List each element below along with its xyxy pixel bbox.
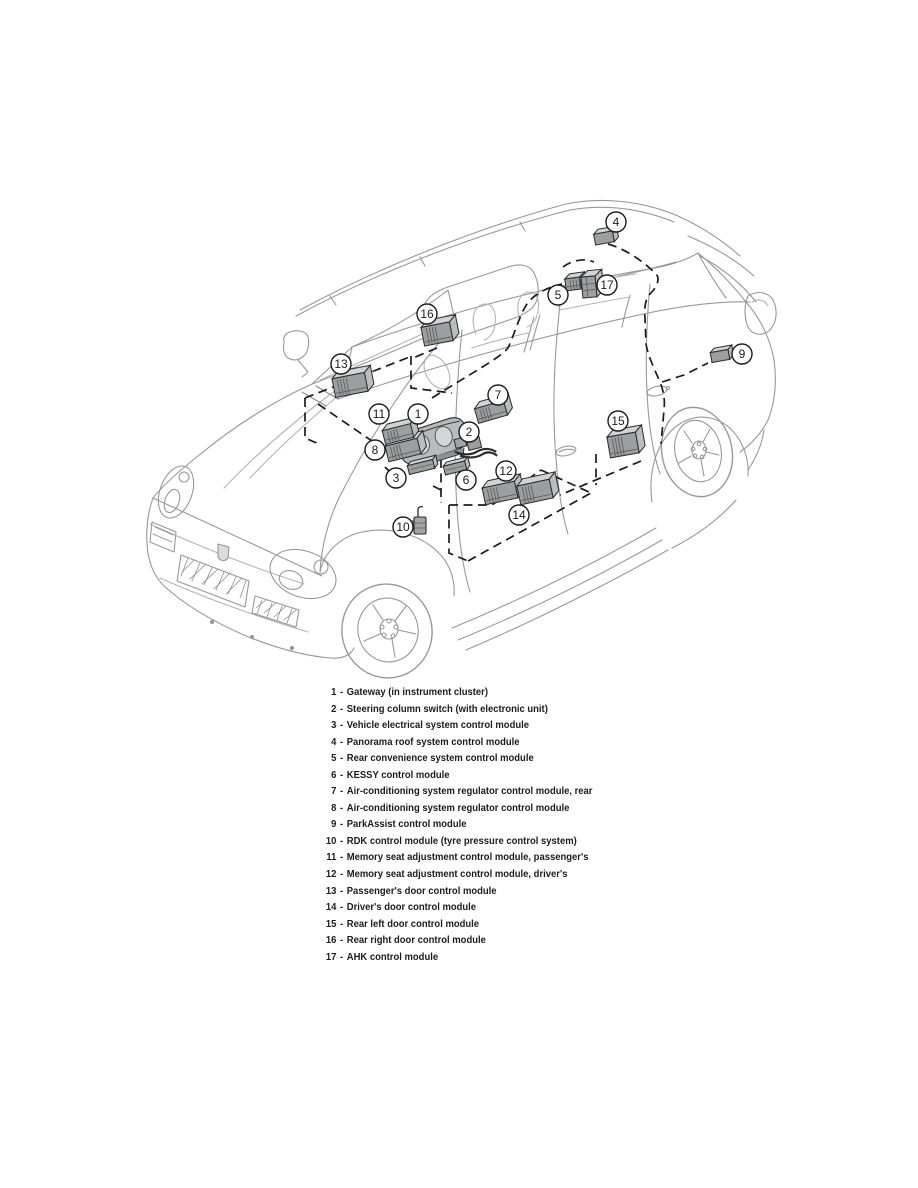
module-15 bbox=[606, 425, 646, 458]
legend-item bbox=[322, 916, 592, 933]
callout-number-4: 4 bbox=[612, 215, 620, 230]
callout-10 bbox=[393, 517, 413, 537]
callout-number-9: 9 bbox=[738, 347, 746, 362]
grille-main bbox=[177, 555, 249, 607]
legend-separator: - bbox=[340, 851, 344, 864]
callout-number-3: 3 bbox=[392, 471, 400, 486]
car-rear bbox=[672, 256, 776, 548]
legend-item bbox=[322, 849, 592, 866]
legend-item bbox=[322, 767, 592, 784]
headlight-left bbox=[152, 461, 201, 523]
legend-label: Memory seat adjustment control module, passenger's bbox=[346, 851, 589, 864]
legend-separator: - bbox=[340, 702, 344, 715]
legend-number: 11 bbox=[326, 851, 337, 864]
legend-separator: - bbox=[340, 768, 344, 781]
callout-number-8: 8 bbox=[371, 443, 379, 458]
callout-6 bbox=[456, 470, 476, 490]
legend-number: 15 bbox=[325, 917, 337, 930]
legend-item bbox=[322, 701, 592, 718]
legend-number: 14 bbox=[325, 901, 337, 914]
legend-number: 8 bbox=[331, 801, 337, 814]
legend-separator: - bbox=[340, 818, 344, 831]
legend-number: 16 bbox=[325, 934, 337, 947]
legend-label: RDK control module (tyre pressure control system) bbox=[346, 834, 577, 847]
legend-number: 4 bbox=[331, 735, 337, 748]
module-14 bbox=[516, 472, 561, 505]
legend-item bbox=[322, 783, 592, 800]
callout-2 bbox=[459, 422, 479, 442]
legend-item bbox=[322, 866, 592, 883]
legend-number: 5 bbox=[331, 752, 337, 765]
callout-16 bbox=[417, 304, 437, 324]
legend-number: 1 bbox=[331, 686, 337, 698]
brand-crest bbox=[218, 544, 229, 561]
callout-5 bbox=[548, 285, 568, 305]
legend-number: 17 bbox=[325, 950, 337, 963]
legend-separator: - bbox=[340, 901, 344, 914]
legend-number: 9 bbox=[331, 818, 337, 831]
legend-number: 13 bbox=[325, 884, 337, 897]
car-front-fascia bbox=[147, 461, 354, 658]
legend-separator: - bbox=[340, 884, 344, 897]
legend-number: 6 bbox=[331, 768, 337, 781]
legend-label: Steering column switch (with electronic unit) bbox=[346, 702, 548, 715]
legend-label: Gateway (in instrument cluster) bbox=[346, 686, 489, 698]
callout-17 bbox=[597, 275, 617, 295]
legend-item bbox=[322, 816, 592, 833]
callout-number-10: 10 bbox=[396, 520, 410, 535]
callout-14 bbox=[509, 505, 529, 525]
door-handle-rear bbox=[646, 384, 669, 397]
callout-number-16: 16 bbox=[420, 307, 434, 322]
legend-label: AHK control module bbox=[346, 950, 439, 963]
callout-13 bbox=[331, 354, 351, 374]
legend-number: 7 bbox=[331, 785, 337, 798]
callout-1 bbox=[408, 404, 428, 424]
legend-label: Rear right door control module bbox=[346, 934, 486, 947]
legend-separator: - bbox=[340, 735, 344, 748]
legend-number: 2 bbox=[331, 702, 337, 715]
callout-15 bbox=[608, 411, 628, 431]
callout-3 bbox=[386, 468, 406, 488]
wheel-rear bbox=[651, 401, 748, 504]
callout-number-5: 5 bbox=[554, 288, 562, 303]
callout-number-15: 15 bbox=[611, 414, 625, 429]
legend-item bbox=[322, 833, 592, 850]
callout-4 bbox=[606, 212, 626, 232]
callout-number-7: 7 bbox=[494, 388, 502, 403]
legend-item bbox=[322, 883, 592, 900]
legend-label: Air-conditioning system regulator control module, rear bbox=[346, 785, 593, 798]
legend bbox=[322, 684, 592, 965]
grille-upper-left bbox=[150, 522, 176, 552]
legend-number: 10 bbox=[325, 834, 337, 847]
legend-item bbox=[322, 932, 592, 949]
legend-label: Rear left door control module bbox=[346, 917, 480, 930]
legend-item bbox=[322, 750, 592, 767]
legend-label: Panorama roof system control module bbox=[346, 735, 520, 748]
legend-label: ParkAssist control module bbox=[346, 818, 467, 831]
legend-separator: - bbox=[340, 834, 344, 847]
legend-label: KESSY control module bbox=[346, 768, 450, 781]
callout-9 bbox=[732, 344, 752, 364]
legend-label: Air-conditioning system regulator control module bbox=[346, 801, 570, 814]
callout-number-11: 11 bbox=[372, 407, 386, 422]
legend-item bbox=[322, 734, 592, 751]
legend-separator: - bbox=[340, 686, 344, 698]
legend-separator: - bbox=[340, 868, 344, 881]
legend-separator: - bbox=[340, 719, 344, 732]
control-modules bbox=[331, 226, 734, 534]
legend-number: 12 bbox=[325, 868, 337, 881]
legend-label: Rear convenience system control module bbox=[346, 752, 534, 765]
wheel-front bbox=[320, 530, 454, 687]
callout-12 bbox=[496, 461, 516, 481]
legend-item bbox=[322, 684, 592, 701]
legend-separator: - bbox=[340, 917, 344, 930]
callout-8 bbox=[365, 440, 385, 460]
legend-item bbox=[322, 717, 592, 734]
legend-label: Memory seat adjustment control module, driver's bbox=[346, 868, 568, 881]
legend-label: Passenger's door control module bbox=[346, 884, 497, 897]
legend-label: Driver's door control module bbox=[346, 901, 477, 914]
legend-separator: - bbox=[340, 934, 344, 947]
legend-separator: - bbox=[340, 785, 344, 798]
taillight bbox=[745, 293, 776, 335]
legend-separator: - bbox=[340, 950, 344, 963]
callout-number-14: 14 bbox=[512, 508, 526, 523]
side-mirror bbox=[284, 331, 309, 377]
car-roof bbox=[296, 200, 754, 347]
callout-number-1: 1 bbox=[414, 407, 422, 422]
callout-number-12: 12 bbox=[499, 464, 513, 479]
callout-number-2: 2 bbox=[465, 425, 473, 440]
door-handle-front bbox=[555, 444, 576, 457]
legend-item bbox=[322, 949, 592, 966]
callout-number-17: 17 bbox=[600, 278, 614, 293]
legend-separator: - bbox=[340, 801, 344, 814]
callout-7 bbox=[488, 385, 508, 405]
legend-number: 3 bbox=[331, 719, 337, 732]
car-sill bbox=[452, 528, 668, 650]
callout-number-13: 13 bbox=[334, 357, 348, 372]
legend-item bbox=[322, 899, 592, 916]
legend-item bbox=[322, 800, 592, 817]
callout-11 bbox=[369, 404, 389, 424]
module-9 bbox=[710, 345, 735, 362]
legend-separator: - bbox=[340, 752, 344, 765]
callout-number-6: 6 bbox=[462, 473, 470, 488]
car-glasshouse bbox=[312, 253, 750, 399]
legend-label: Vehicle electrical system control module bbox=[346, 719, 529, 732]
